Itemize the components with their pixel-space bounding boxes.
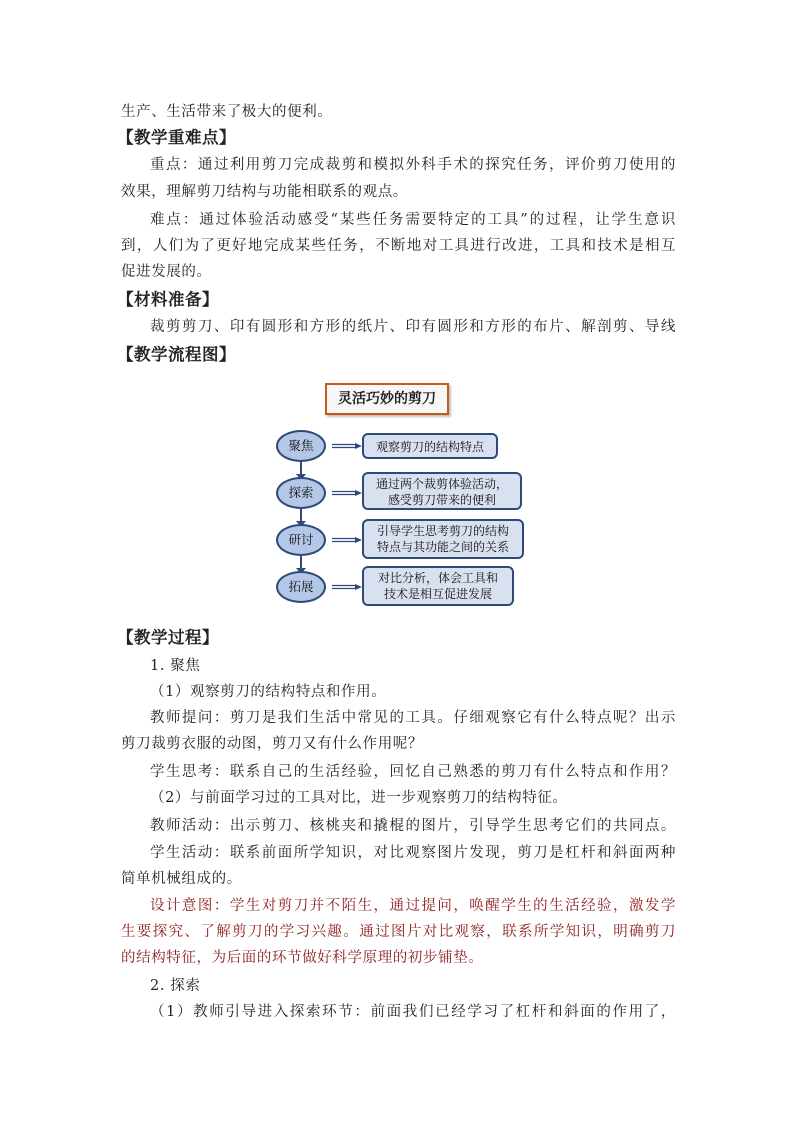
process-line: （1）观察剪刀的结构特点和作用。 <box>150 684 387 700</box>
process-line: （1）教师引导进入探索环节：前面我们已经学习了杠杆和斜面的作用了， <box>150 1004 676 1020</box>
difficult-point-line: 难点：通过体验活动感受“某些任务需要特定的工具”的过程，让学生意识 <box>150 212 676 228</box>
design-intent-line: 的结构特征，为后面的环节做好科学原理的初步铺垫。 <box>121 950 484 966</box>
difficult-point-line: 促进发展的。 <box>121 264 212 280</box>
key-point-line: 效果，理解剪刀结构与功能相联系的观点。 <box>121 184 408 200</box>
flowchart-title: 灵活巧妙的剪刀 <box>325 383 449 415</box>
key-point-line: 重点：通过利用剪刀完成裁剪和模拟外科手术的探究任务，评价剪刀使用的 <box>150 157 676 173</box>
double-arrow-icon <box>332 443 362 449</box>
section-heading-process: 【教学过程】 <box>117 628 219 647</box>
design-intent-line: 生要探究、了解剪刀的学习兴趣。通过图片对比观察，联系所学知识，明确剪刀 <box>121 924 676 940</box>
teaching-flowchart <box>260 378 540 613</box>
flow-desc-box <box>362 566 514 606</box>
difficult-point-line: 到，人们为了更好地完成某些任务，不断地对工具进行改进，工具和技术是相互 <box>121 238 676 254</box>
process-subheading: 1. 聚焦 <box>150 658 201 674</box>
flow-desc-box <box>362 433 498 459</box>
process-line: 学生思考：联系自己的生活经验，回忆自己熟悉的剪刀有什么特点和作用？ <box>150 764 676 780</box>
flow-desc-box <box>362 472 522 510</box>
double-arrow-icon <box>332 584 362 590</box>
process-line: （2）与前面学习过的工具对比，进一步观察剪刀的结构特征。 <box>150 790 568 806</box>
process-line: 剪刀裁剪衣服的动图，剪刀又有什么作用呢？ <box>121 736 423 752</box>
process-subheading: 2. 探索 <box>150 978 201 994</box>
flow-stage-discuss: 研讨 <box>276 524 326 556</box>
flow-stage-focus: 聚焦 <box>276 430 326 462</box>
section-heading-key-points: 【教学重难点】 <box>117 128 236 147</box>
design-intent-line: 设计意图：学生对剪刀并不陌生，通过提问，唤醒学生的生活经验，激发学 <box>150 898 676 914</box>
process-line: 简单机械组成的。 <box>121 871 242 887</box>
flow-stage-explore: 探索 <box>276 477 326 509</box>
materials-line: 裁剪剪刀、印有圆形和方形的纸片、印有圆形和方形的布片、解剖剪、导线 <box>150 319 676 335</box>
text-line: 生产、生活带来了极大的便利。 <box>121 104 333 120</box>
flow-desc-text: 对比分析，体会工具和 <box>377 571 498 585</box>
flow-desc-text: 观察剪刀的结构特点 <box>375 440 484 454</box>
section-heading-materials: 【材料准备】 <box>117 290 219 309</box>
flow-desc-text: 技术是相互促进发展 <box>383 587 492 601</box>
flow-desc-box <box>362 519 524 559</box>
double-arrow-icon <box>332 490 362 496</box>
process-line: 教师提问：剪刀是我们生活中常见的工具。仔细观察它有什么特点呢？出示 <box>150 710 676 726</box>
flow-desc-text: 引导学生思考剪刀的结构 <box>376 524 509 538</box>
section-heading-flowchart: 【教学流程图】 <box>117 345 236 364</box>
process-line: 教师活动：出示剪刀、核桃夹和撬棍的图片，引导学生思考它们的共同点。 <box>150 818 676 834</box>
flow-desc-text: 感受剪刀带来的便利 <box>387 493 496 507</box>
process-line: 学生活动：联系前面所学知识，对比观察图片发现，剪刀是杠杆和斜面两种 <box>150 845 676 861</box>
double-arrow-icon <box>332 537 362 543</box>
flow-desc-text: 特点与其功能之间的关系 <box>376 540 509 554</box>
flow-stage-extend: 拓展 <box>276 571 326 603</box>
flow-desc-text: 通过两个裁剪体验活动， <box>375 477 508 491</box>
